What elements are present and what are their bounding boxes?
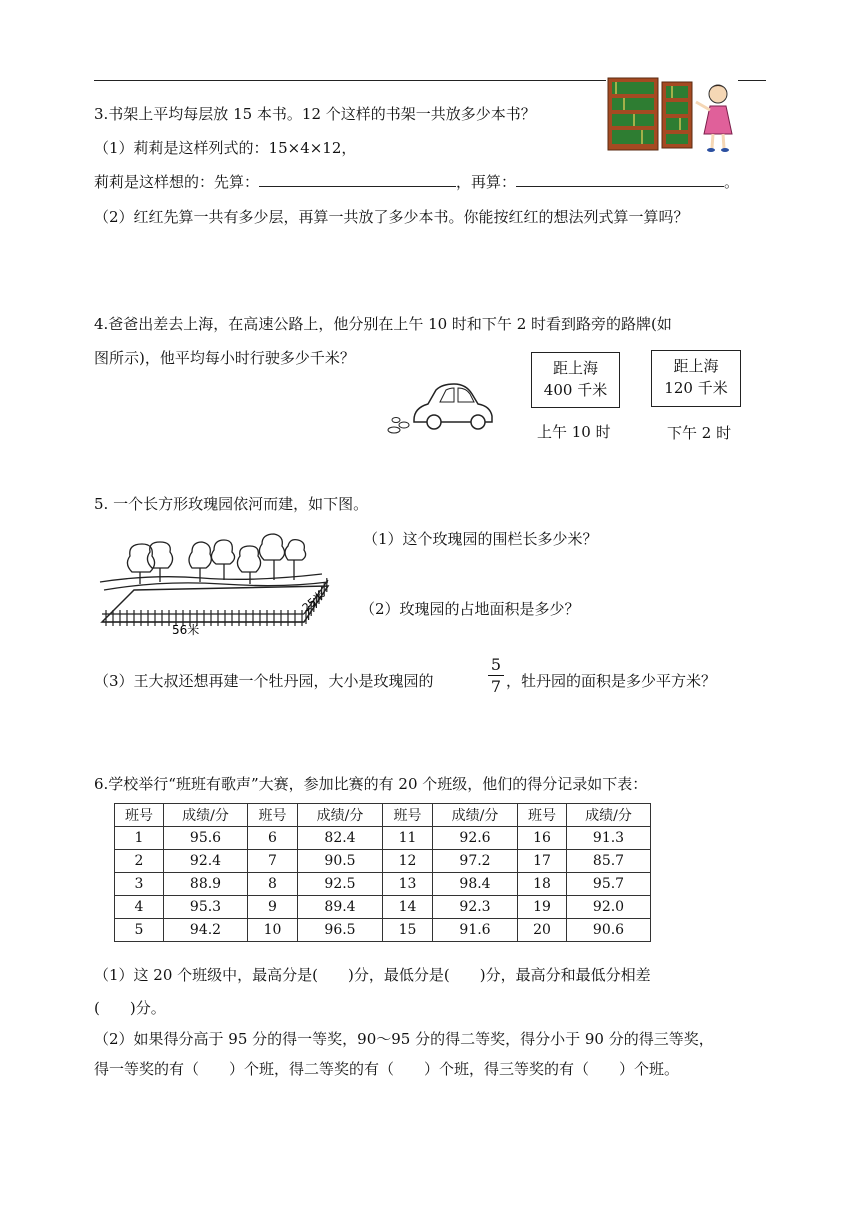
- table-cell: 10: [248, 919, 298, 942]
- score-table: [114, 803, 651, 942]
- table-header-row: [115, 804, 651, 827]
- road-sign-1-caption: 上午 10 时: [537, 423, 611, 441]
- table-cell: 5: [115, 919, 164, 942]
- q5-fraction: [488, 655, 504, 696]
- table-cell: 3: [115, 873, 164, 896]
- table-cell: 14: [383, 896, 433, 919]
- table-cell: 96.5: [298, 919, 383, 942]
- length-label: 56米: [172, 623, 200, 636]
- table-header-cell: 成绩/分: [298, 804, 383, 827]
- table-cell: 92.5: [298, 873, 383, 896]
- road-sign-1-bottom: 400 千米: [543, 381, 608, 399]
- table-cell: 91.3: [567, 827, 651, 850]
- road-sign-1: [531, 352, 620, 408]
- q6-part2-line2: 得一等奖的有（ ）个班，得二等奖的有（ ）个班，得三等奖的有（ ）个班。: [94, 1060, 680, 1078]
- table-row: [115, 873, 651, 896]
- table-header-cell: 班号: [518, 804, 567, 827]
- table-cell: 95.3: [164, 896, 248, 919]
- q3-part1: （1）莉莉是这样列式的：15×4×12，: [94, 139, 357, 157]
- table-header-cell: 成绩/分: [567, 804, 651, 827]
- fraction-bar: [488, 675, 504, 676]
- table-cell: 8: [248, 873, 298, 896]
- q3-title: 3.书架上平均每层放 15 本书。12 个这样的书架一共放多少本书？: [94, 105, 536, 123]
- q3-think-mid: ，再算：: [456, 173, 517, 191]
- q5-part3-before: （3）王大叔还想再建一个牡丹园，大小是玫瑰园的: [94, 672, 434, 690]
- table-cell: 12: [383, 850, 433, 873]
- q5-title: 5. 一个长方形玫瑰园依河而建，如下图。: [94, 495, 369, 513]
- table-cell: 82.4: [298, 827, 383, 850]
- rose-garden-diagram: [92, 524, 342, 636]
- q3-think-end: 。: [724, 173, 740, 191]
- q6-part1-line1: （1）这 20 个班级中，最高分是( )分，最低分是( )分，最高分和最低分相差: [94, 966, 651, 984]
- table-header-cell: 成绩/分: [433, 804, 518, 827]
- q3-think-line: [94, 171, 739, 192]
- q3-first-step-blank[interactable]: [259, 186, 456, 187]
- q6-part1-line2: ( )分。: [94, 999, 166, 1017]
- q6-part2-line1: （2）如果得分高于 95 分的得一等奖，90～95 分的得二等奖，得分小于 90 分的得三等奖，: [94, 1030, 714, 1048]
- road-sign-2: [651, 350, 741, 407]
- table-cell: 15: [383, 919, 433, 942]
- table-cell: 1: [115, 827, 164, 850]
- table-cell: 95.6: [164, 827, 248, 850]
- table-header-cell: 班号: [383, 804, 433, 827]
- table-cell: 16: [518, 827, 567, 850]
- width-label: 25米: [299, 588, 328, 615]
- table-row: [115, 919, 651, 942]
- q3-think-prefix: 莉莉是这样想的：先算：: [94, 173, 260, 191]
- table-cell: 19: [518, 896, 567, 919]
- fraction-numerator: 5: [490, 655, 502, 674]
- table-cell: 92.0: [567, 896, 651, 919]
- table-cell: 17: [518, 850, 567, 873]
- road-sign-2-bottom: 120 千米: [664, 379, 728, 397]
- fraction-denominator: 7: [490, 677, 502, 696]
- table-cell: 89.4: [298, 896, 383, 919]
- table-cell: 94.2: [164, 919, 248, 942]
- table-row: [115, 850, 651, 873]
- table-cell: 90.6: [567, 919, 651, 942]
- bookshelf-girl-illustration: [606, 72, 746, 154]
- q4-line1: 4.爸爸出差去上海，在高速公路上，他分别在上午 10 时和下午 2 时看到路旁的路牌(如: [94, 315, 672, 333]
- road-sign-2-top: 距上海: [673, 357, 719, 375]
- table-cell: 4: [115, 896, 164, 919]
- table-cell: 91.6: [433, 919, 518, 942]
- table-header-cell: 成绩/分: [164, 804, 248, 827]
- q3-second-step-blank[interactable]: [516, 186, 724, 187]
- table-cell: 9: [248, 896, 298, 919]
- table-cell: 88.9: [164, 873, 248, 896]
- table-cell: 85.7: [567, 850, 651, 873]
- table-cell: 90.5: [298, 850, 383, 873]
- table-cell: 6: [248, 827, 298, 850]
- q4-line2: 图所示)，他平均每小时行驶多少千米？: [94, 349, 355, 367]
- table-cell: 95.7: [567, 873, 651, 896]
- table-cell: 20: [518, 919, 567, 942]
- road-sign-2-caption: 下午 2 时: [667, 424, 732, 442]
- table-cell: 13: [383, 873, 433, 896]
- table-cell: 97.2: [433, 850, 518, 873]
- table-cell: 11: [383, 827, 433, 850]
- q6-title: 6.学校举行“班班有歌声”大赛，参加比赛的有 20 个班级，他们的得分记录如下表：: [94, 775, 648, 793]
- car-icon: [384, 380, 496, 436]
- q5-part2: （2）玫瑰园的占地面积是多少？: [360, 600, 580, 618]
- table-row: [115, 896, 651, 919]
- table-header-cell: 班号: [115, 804, 164, 827]
- table-cell: 92.4: [164, 850, 248, 873]
- road-sign-1-top: 距上海: [552, 359, 598, 377]
- table-cell: 2: [115, 850, 164, 873]
- q5-part3-after: ，牡丹园的面积是多少平方米？: [506, 672, 717, 690]
- table-cell: 7: [248, 850, 298, 873]
- table-cell: 92.3: [433, 896, 518, 919]
- table-cell: 98.4: [433, 873, 518, 896]
- table-cell: 18: [518, 873, 567, 896]
- top-rule: [94, 80, 606, 81]
- table-cell: 92.6: [433, 827, 518, 850]
- table-row: [115, 827, 651, 850]
- table-header-cell: 班号: [248, 804, 298, 827]
- q5-part1: （1）这个玫瑰园的围栏长多少米？: [363, 530, 598, 548]
- q3-part2: （2）红红先算一共有多少层，再算一共放了多少本书。你能按红红的想法列式算一算吗？: [94, 208, 689, 226]
